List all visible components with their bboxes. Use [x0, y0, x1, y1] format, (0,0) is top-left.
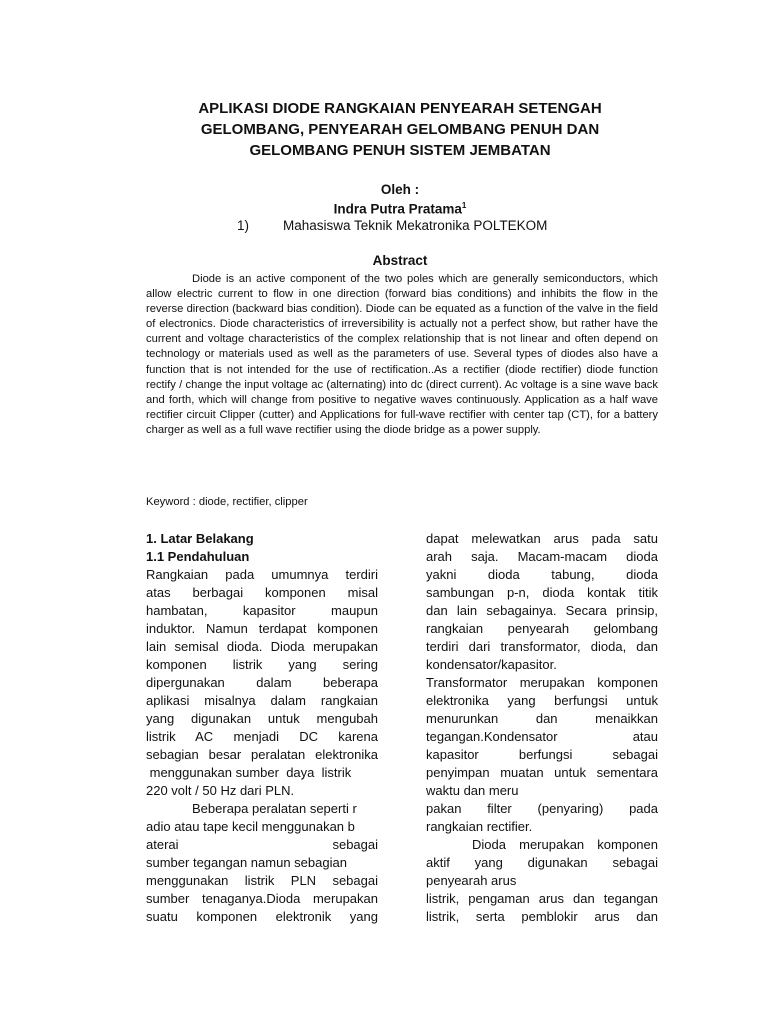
text-line: Transformator merupakan komponen [426, 675, 658, 690]
text-line: kapasitor berfungsi sebagai [426, 747, 658, 762]
text-line: terdiri dari transformator, dioda, dan [426, 639, 658, 654]
affiliation-text: Mahasiswa Teknik Mekatronika POLTEKOM [283, 218, 548, 233]
text-line: penyimpan muatan untuk sementara [426, 765, 658, 780]
text-line: pakan filter (penyaring) pada [426, 801, 658, 816]
text-line: waktu dan meru [426, 783, 519, 798]
text-line: lain semisal dioda. Dioda merupakan [146, 639, 378, 654]
text-line: elektronika yang berfungsi untuk [426, 693, 658, 708]
section-heading: 1. Latar Belakang [146, 531, 254, 546]
text-line: tegangan.Kondensator atau [426, 729, 658, 744]
text-line: aterai sebagai [146, 837, 378, 852]
text-line: Rangkaian pada umumnya terdiri [146, 567, 378, 582]
title-line: GELOMBANG PENUH SISTEM JEMBATAN [249, 142, 551, 159]
text-line: menurunkan dan menaikkan [426, 711, 658, 726]
text-line: aktif yang digunakan sebagai [426, 855, 658, 870]
abstract-heading: Abstract [372, 253, 428, 268]
text-line: suatu komponen elektronik yang [146, 909, 378, 924]
right-column [426, 530, 658, 926]
abstract-paragraph: Diode is an active component of the two poles which are generally semiconductors, which allow electric current to flow in one direction (forward bias conditions) and inhibits the flow in the reverse direction (backward bias condition). Diode can be equated as a function of the valve in the field of electronics. Diode characteristics of irreversibility is actually not a perfect show, but rather have the current and voltage characteristics of the complex relationship that is not linear and often depend on technology or materials used as well as the parameters of use. Several types of diodes also have a function that is not intended for the use of rectification..As a rectifier (diode rectifier) diode function rectify / change the input voltage ac (alternating) into dc (direct current). Ac voltage is a sine wave back and forth, which will change from positive to negative waves continuously. Application as a half wave rectifier circuit Clipper (cutter) and Applications for full-wave rectifier with center tap (CT), for a battery charger as well as a full wave rectifier using the diode bridge as a power supply. [146, 273, 658, 436]
text-line: sumber tegangan namun sebagian [146, 855, 347, 870]
text-line: yang digunakan untuk mengubah [146, 711, 378, 726]
affiliation-number: 1) [237, 218, 250, 233]
text-line: sumber tenaganya.Dioda merupakan [146, 891, 378, 906]
text-line: dipergunakan dalam beberapa [146, 675, 378, 690]
text-line: kondensator/kapasitor. [426, 657, 557, 672]
oleh-label: Oleh : [380, 182, 420, 197]
text-line: Beberapa peralatan seperti r [192, 801, 357, 816]
text-line: menggunakan sumber daya listrik [146, 765, 352, 780]
text-line: yakni dioda tabung, dioda [426, 567, 658, 582]
text-line: dapat melewatkan arus pada satu [426, 531, 658, 546]
text-line: sambungan p-n, dioda kontak titik [426, 585, 658, 600]
text-line: listrik AC menjadi DC karena [146, 729, 378, 744]
title-line: GELOMBANG, PENYEARAH GELOMBANG PENUH DAN [200, 121, 600, 138]
text-line: dan lain sebagainya. Secara prinsip, [426, 603, 658, 618]
left-column [146, 530, 378, 926]
text-line: arah saja. Macam-macam dioda [426, 549, 658, 564]
text-line: adio atau tape kecil menggunakan b [146, 819, 355, 834]
text-line: komponen listrik yang sering [146, 657, 378, 672]
text-line: Dioda merupakan komponen [472, 837, 658, 852]
text-line: induktor. Namun terdapat komponen [146, 621, 378, 636]
title-line: APLIKASI DIODE RANGKAIAN PENYEARAH SETENGAH [198, 100, 602, 117]
text-line: hambatan, kapasitor maupun [146, 603, 378, 618]
author-name-text: Indra Putra Pratama [333, 201, 462, 217]
text-line: 220 volt / 50 Hz dari PLN. [146, 783, 295, 798]
text-line: listrik, pengaman arus dan tegangan [426, 891, 658, 906]
text-line: sebagian besar peralatan elektronika [146, 747, 378, 762]
author-superscript: 1 [461, 201, 467, 210]
affiliation [237, 218, 547, 233]
abstract-body [146, 272, 658, 438]
text-line: menggunakan listrik PLN sebagai [146, 873, 378, 888]
keywords: Keyword : diode, rectifier, clipper [146, 496, 308, 508]
text-line: rangkaian penyearah gelombang [426, 621, 658, 636]
text-line: atas berbagai komponen misal [146, 585, 378, 600]
author-name [150, 201, 650, 217]
text-line: aplikasi misalnya dalam rangkaian [146, 693, 378, 708]
text-line: rangkaian rectifier. [426, 819, 533, 834]
text-line: listrik, serta pemblokir arus dan [426, 909, 658, 924]
paper-title [150, 98, 650, 161]
text-line: penyearah arus [426, 873, 517, 888]
subsection-heading: 1.1 Pendahuluan [146, 549, 250, 564]
